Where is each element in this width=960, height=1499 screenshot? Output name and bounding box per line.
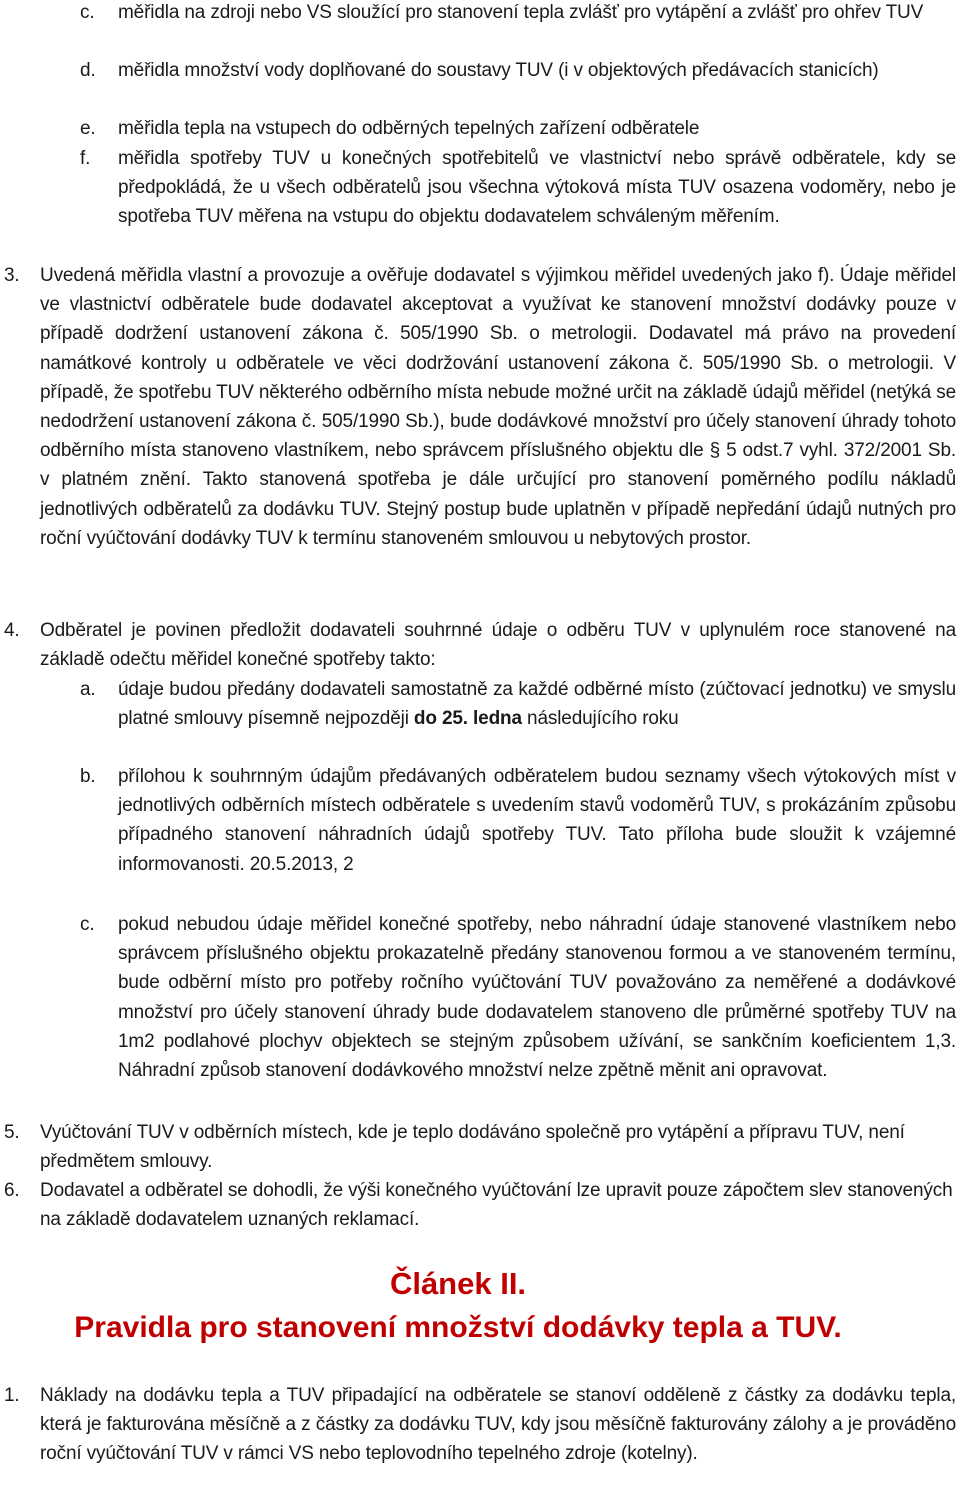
item-label: c. [80,2,95,23]
paragraph-4 [4,616,956,674]
item-label: f. [80,148,91,169]
item-text: měřidla množství vody doplňované do soustavy TUV (i v objektových předávacích stanicích) [118,60,879,81]
item-label: e. [80,118,96,139]
list-item-c [80,0,956,27]
paragraph-text: Náklady na dodávku tepla a TUV připadající na odběratele se stanoví odděleně z částky za dodávku tepla, která je fakturována měsíčně a z částky za dodávku TUV, kdy jsou měsíčně fakturovány zálohy a je prováděno roční vyúčtování TUV v rámci VS nebo teplovodního tepelného zdroje (kotelny). [40,1385,956,1465]
list-item-b [80,762,956,879]
list-item-e [80,114,956,143]
item-text: přílohou k souhrnným údajům předávaných odběratelem budou seznamy všech výtokových míst v jednotlivých odběrních místech odběratele s uvedením stavů vodoměrů TUV, s prokázáním způsobu případného stanovení náhradních údajů spotřeby TUV. Tato příloha bude sloužit k vzájemné informovanosti. 20.5.2013, 2 [118,766,956,875]
paragraph-number: 6. [4,1180,20,1201]
article-subtitle: Pravidla pro stanovení množství dodávky tepla a TUV. [74,1311,842,1344]
paragraph-3 [4,261,956,553]
item-label: c. [80,914,95,935]
paragraph-number: 4. [4,620,20,641]
paragraph-text: Vyúčtování TUV v odběrních místech, kde je teplo dodáváno společně pro vytápění a přípravu TUV, není předmětem smlouvy. [40,1122,905,1173]
item-text: údaje budou předány dodavateli samostatně za každé odběrné místo (zúčtovací jednotku) ve smyslu platné smlouvy písemně nejpozději do 25. ledna následujícího roku [118,679,956,730]
list-item-c2 [80,910,956,1085]
item-text: pokud nebudou údaje měřidel konečné spotřeby, nebo náhradní údaje stanovené vlastníkem nebo správcem příslušného objektu prokazatelně předány stanovenou formou a ve stanoveném termínu, bude odběrní místo pro potřeby ročního vyúčtování TUV považováno za neměřené a dodávkové množství pro účely stanovení úhrady bude dodavatelem stanoveno dle průměrné spotřeby TUV na 1m2 podlahové plochyv objektech se stejným způsobem užívání, se sankčním koeficientem 1,3. Náhradní způsob stanovení dodávkového množství nelze zpětně měnit ani opravovat. [118,914,956,1082]
paragraph-number: 1. [4,1385,20,1406]
paragraph-text: Uvedená měřidla vlastní a provozuje a ověřuje dodavatel s výjimkou měřidel uvedených jako f). Údaje měřidel ve vlastnictví odběratele bude dodavatel akceptovat a využívat ke stanovení množství dodávky pouze v případě dodržení ustanovení zákona č. 505/1990 Sb. o metrologii. Dodavatel má právo na provedení namátkové kontroly u odběratele ve věci dodržování ustanovení zákona č. 505/1990 Sb. o metrologii. V případě, že spotřebu TUV některého odběrního místa nebude možné určit na základě údajů měřidel (netýká se nedodržení ustanovení zákona č. 505/1990 Sb.), bude dodávkové množství pro účely stanovení úhrady tohoto odběrního místa stanoveno vlastníkem, nebo správcem příslušného objektu dle § 5 odst.7 vyhl. 372/2001 Sb. v platném znění. Takto stanovená spotřeba je dále určující pro stanovení poměrného podílu nákladů jednotlivých odběratelů za dodávku TUV. Stejný postup bude uplatněn v případě nepředání údajů nutných pro roční vyúčtování dodávky TUV k termínu stanoveném smlouvou u nebytových prostor. [40,265,956,549]
article-paragraph-1 [4,1381,956,1469]
item-text: měřidla spotřeby TUV u konečných spotřebitelů ve vlastnictví nebo správě odběratele, kdy se předpokládá, že u všech odběratelů jsou všechna výtoková místa TUV osazena vodoměry, nebo je spotřeba TUV měřena na vstupu do objektu dodavatelem schváleným měřením. [118,148,956,228]
deadline-emphasis: do 25. ledna [413,708,522,730]
list-item-d [80,56,956,85]
item-text: měřidla tepla na vstupech do odběrných tepelných zařízení odběratele [118,118,700,139]
paragraph-5 [4,1118,956,1176]
paragraph-text: Dodavatel a odběratel se dohodli, že výši konečného vyúčtování lze upravit pouze zápočtem slev stanovených na základě dodavatelem uznaných reklamací. [40,1180,953,1231]
item-label: a. [80,679,96,700]
item-text: měřidla na zdroji nebo VS sloužící pro stanovení tepla zvlášť pro vytápění a zvlášť pro ohřev TUV [118,2,924,23]
paragraph-number: 5. [4,1122,20,1143]
item-label: b. [80,766,96,787]
paragraph-number: 3. [4,265,20,286]
paragraph-6 [4,1176,956,1234]
paragraph-text: Odběratel je povinen předložit dodavateli souhrnné údaje o odběru TUV v uplynulém roce stanovené na základě odečtu měřidel konečné spotřeby takto: [40,620,956,671]
item-label: d. [80,60,96,81]
article-title: Článek II. [389,1266,527,1301]
list-item-f [80,144,956,232]
list-item-a [80,675,956,733]
